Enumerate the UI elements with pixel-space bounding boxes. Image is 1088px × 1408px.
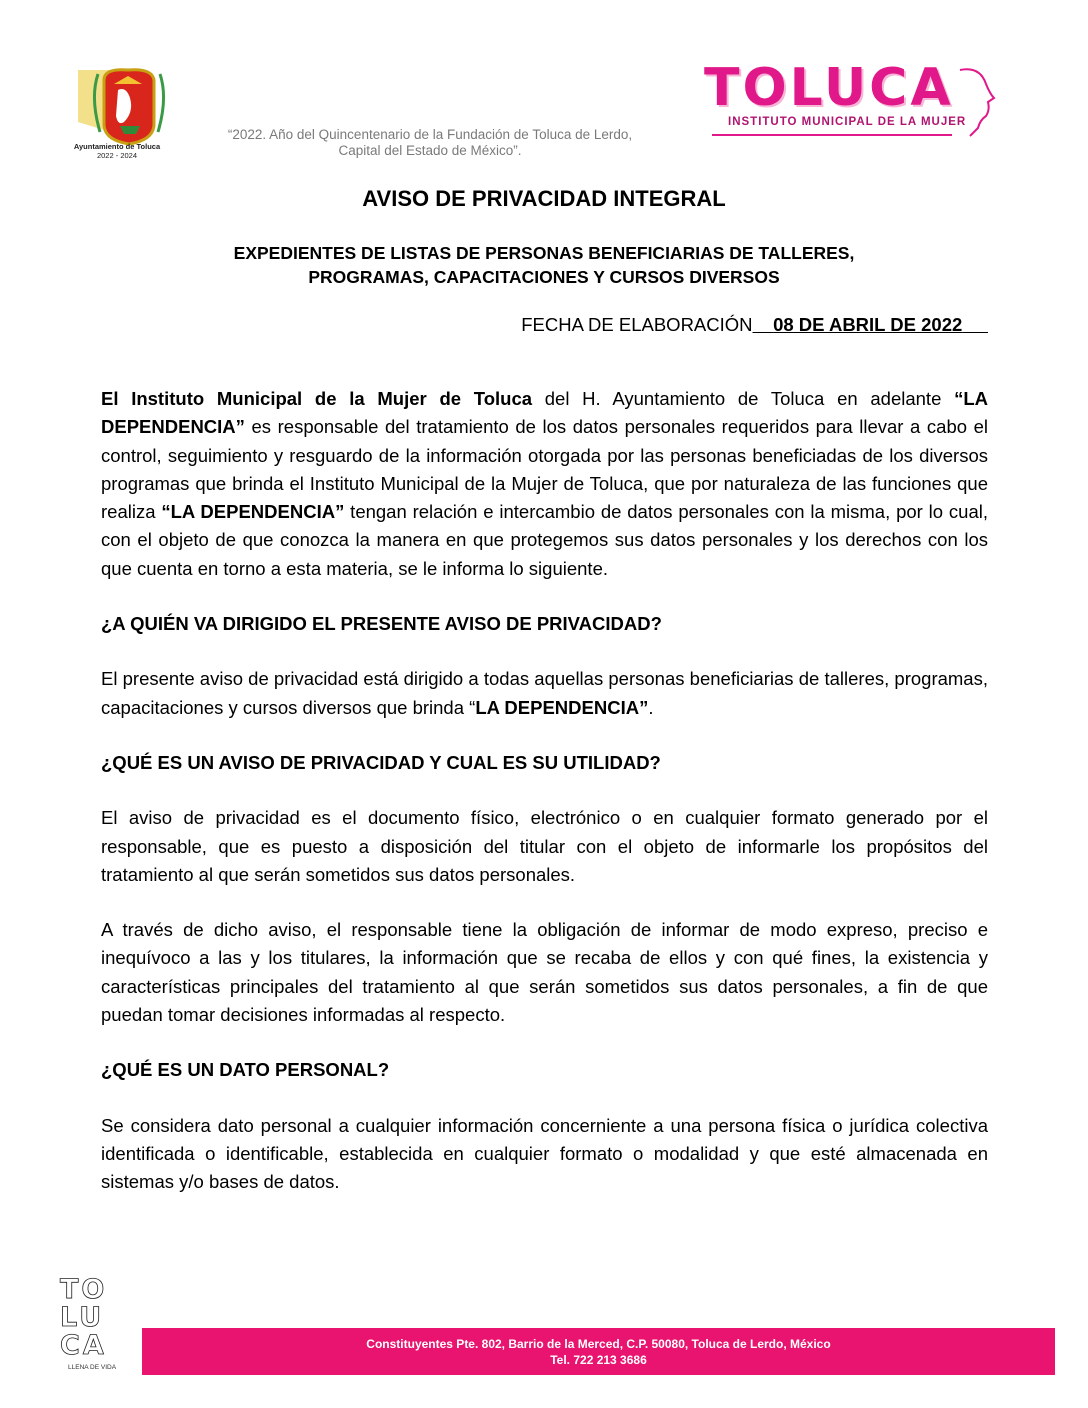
footer-phone: Tel. 722 213 3686 <box>550 1353 647 1367</box>
section-paragraph: A través de dicho aviso, el responsable tiene la obligación de informar de modo expreso, preciso e inequívoco a las y los titulares, la información que se recaba de ellos y con qué fines, la existencia y características principales del tratamiento al que serán sometidos sus datos personales, a fin de que puedan tomar decisiones informadas al respecto. <box>101 919 988 1026</box>
footer-contact-bar <box>142 1328 1055 1375</box>
section-heading: ¿QUÉ ES UN DATO PERSONAL? <box>101 1059 390 1081</box>
document-subtitle: EXPEDIENTES DE LISTAS DE PERSONAS BENEFICIARIAS DE TALLERES, PROGRAMAS, CAPACITACIONES Y CURSOS DIVERSOS <box>233 243 855 287</box>
brand-subtitle: INSTITUTO MUNICIPAL DE LA MUJER <box>728 116 967 128</box>
section-heading: ¿A QUIÉN VA DIRIGIDO EL PRESENTE AVISO DE PRIVACIDAD? <box>101 613 662 635</box>
document-title: AVISO DE PRIVACIDAD INTEGRAL <box>362 186 726 211</box>
intro-paragraph: El Instituto Municipal de la Mujer de Toluca del H. Ayuntamiento de Toluca en adelante “LA DEPENDENCIA” es responsable del tratamiento de los datos personales requeridos para llevar a cabo el control, seguimiento y resguardo de la información otorgada por las personas beneficiadas de los diversos programas que brinda el Instituto Municipal de la Mujer de Toluca, que por naturaleza de las funciones que realiza “LA DEPENDENCIA” tengan relación e intercambio de datos personales con la misma, por lo cual, con el objeto de que conozca la manera en que protegemos sus datos personales y los derechos con los que cuenta en torno a esta materia, se le informa lo siguiente. <box>101 388 989 579</box>
document-body <box>101 385 988 1197</box>
section-heading: ¿QUÉ ES UN AVISO DE PRIVACIDAD Y CUAL ES SU UTILIDAD? <box>101 751 661 773</box>
elaboration-date <box>521 314 988 336</box>
brand-underline <box>712 134 952 136</box>
section-paragraph: Se considera dato personal a cualquier información concerniente a una persona física o jurídica colectiva identificada o identificable, establecida en cualquier formato o modalidad y que esté almacenada en sistemas y/o bases de datos. <box>101 1114 988 1193</box>
date-value: 08 DE ABRIL DE 2022 <box>773 314 963 335</box>
header-motto: “2022. Año del Quincentenario de la Fundación de Toluca de Lerdo, Capital del Estado de México”. <box>227 127 633 158</box>
footer-logo-tagline: LLENA DE VIDA <box>68 1364 117 1371</box>
footer-address: Constituyentes Pte. 802, Barrio de la Merced, C.P. 50080, Toluca de Lerdo, México <box>366 1337 831 1351</box>
section-paragraph: El presente aviso de privacidad está dirigido a todas aquellas personas beneficiarias de talleres, programas, capacitaciones y cursos diversos que brinda “LA DEPENDENCIA”. <box>101 668 988 718</box>
brand-name: TOLUCA <box>704 58 954 118</box>
section-paragraph: El aviso de privacidad es el documento físico, electrónico o en cualquier formato generado por el responsable, que es puesto a disposición del titular con el objeto de informarle los propósitos del tratamiento al que serán sometidos sus datos personales. <box>101 807 988 885</box>
institute-logo <box>700 58 1000 142</box>
footer-toluca-logo: TO LU CA LLENA DE VIDA <box>60 1274 117 1371</box>
date-label: FECHA DE ELABORACIÓN <box>521 314 753 335</box>
crest-caption: Ayuntamiento de Toluca 2022 - 2024 <box>73 142 161 160</box>
